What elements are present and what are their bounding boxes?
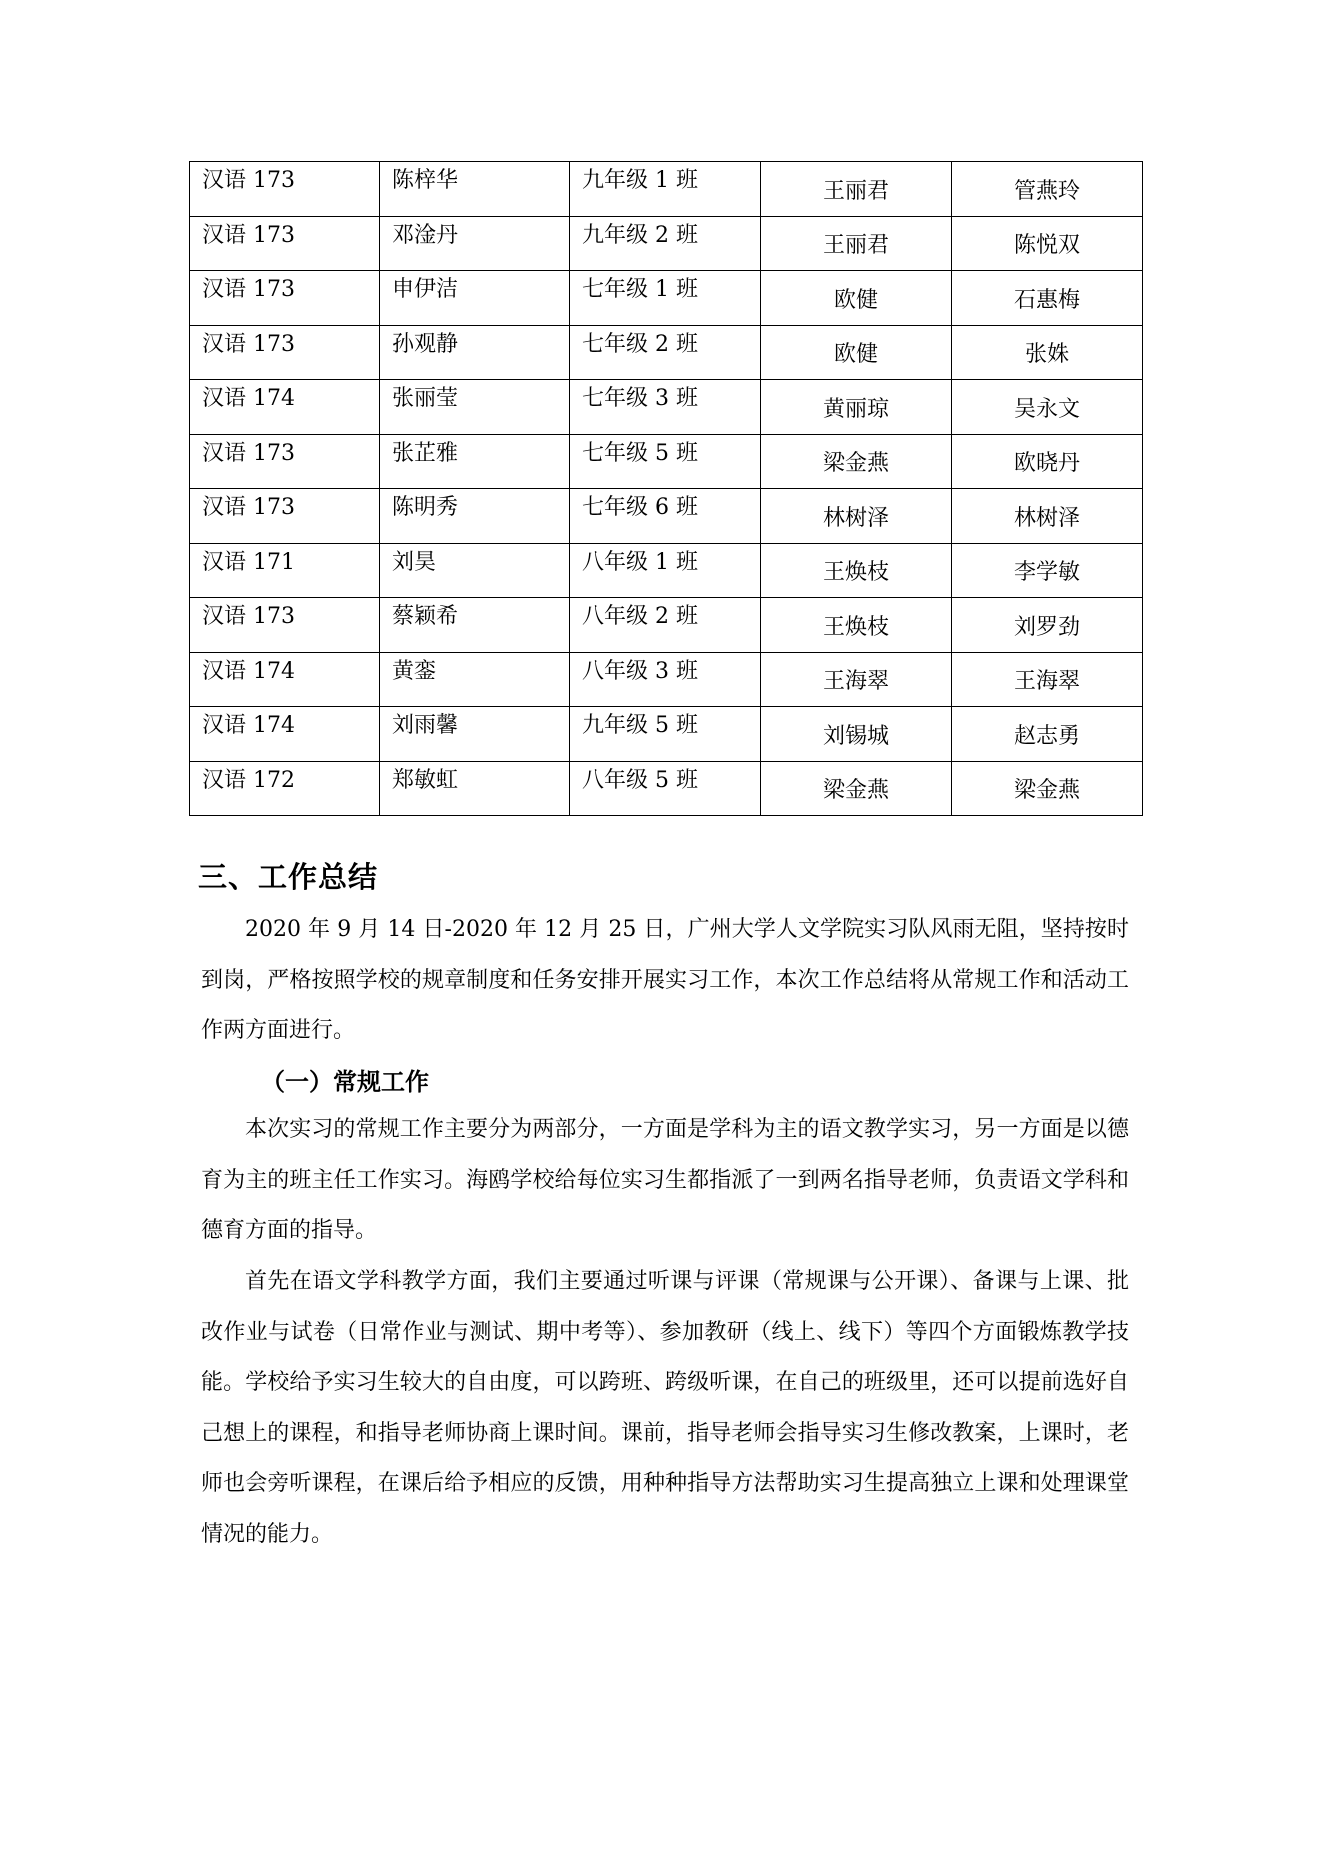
student-name-cell: 黄銮 (380, 652, 570, 707)
student-name-cell: 陈明秀 (380, 489, 570, 544)
body-paragraph-1: 本次实习的常规工作主要分为两部分，一方面是学科为主的语文教学实习，另一方面是以德育为主的班主任工作实习。海鸥学校给每位实习生都指派了一到两名指导老师，负责语文学科和德育方面的指导。 (201, 1117, 1129, 1243)
student-name-cell: 刘雨馨 (380, 707, 570, 762)
table-row (190, 271, 1143, 326)
table-row (190, 162, 1143, 217)
class-cell: 八年级 3 班 (570, 652, 761, 707)
class-cell: 七年级 6 班 (570, 489, 761, 544)
intro-paragraph: 2020 年 9 月 14 日-2020 年 12 月 25 日，广州大学人文学院实习队风雨无阻，坚持按时到岗，严格按照学校的规章制度和任务安排开展实习工作，本次工作总结将从常规工作和活动工作两方面进行。 (201, 917, 1129, 1043)
homeroom-teacher-cell: 李学敏 (952, 543, 1143, 598)
major-cell: 汉语 174 (190, 652, 380, 707)
class-cell: 八年级 1 班 (570, 543, 761, 598)
subsection-heading: （一）常规工作 (261, 1067, 429, 1096)
table-row (190, 380, 1143, 435)
class-cell: 八年级 5 班 (570, 761, 761, 816)
homeroom-teacher-cell: 刘罗劲 (952, 598, 1143, 653)
table-row (190, 434, 1143, 489)
table-row (190, 543, 1143, 598)
homeroom-teacher-cell: 欧晓丹 (952, 434, 1143, 489)
homeroom-teacher-cell: 赵志勇 (952, 707, 1143, 762)
class-cell: 九年级 5 班 (570, 707, 761, 762)
subject-teacher-cell: 欧健 (761, 271, 952, 326)
subject-teacher-cell: 王焕枝 (761, 543, 952, 598)
major-cell: 汉语 173 (190, 271, 380, 326)
major-cell: 汉语 173 (190, 162, 380, 217)
major-cell: 汉语 174 (190, 380, 380, 435)
class-cell: 九年级 2 班 (570, 216, 761, 271)
homeroom-teacher-cell: 王海翠 (952, 652, 1143, 707)
table-row (190, 761, 1143, 816)
student-name-cell: 张丽莹 (380, 380, 570, 435)
table-body (190, 162, 1143, 816)
subject-teacher-cell: 王丽君 (761, 216, 952, 271)
student-name-cell: 申伊洁 (380, 271, 570, 326)
student-name-cell: 孙观静 (380, 325, 570, 380)
homeroom-teacher-cell: 管燕玲 (952, 162, 1143, 217)
table-row (190, 489, 1143, 544)
class-cell: 七年级 1 班 (570, 271, 761, 326)
student-name-cell: 张芷雅 (380, 434, 570, 489)
major-cell: 汉语 174 (190, 707, 380, 762)
homeroom-teacher-cell: 石惠梅 (952, 271, 1143, 326)
student-name-cell: 陈梓华 (380, 162, 570, 217)
homeroom-teacher-cell: 吴永文 (952, 380, 1143, 435)
major-cell: 汉语 173 (190, 434, 380, 489)
homeroom-teacher-cell: 陈悦双 (952, 216, 1143, 271)
body-paragraph-2: 首先在语文学科教学方面，我们主要通过听课与评课（常规课与公开课）、备课与上课、批改作业与试卷（日常作业与测试、期中考等）、参加教研（线上、线下）等四个方面锻炼教学技能。学校给予实习生较大的自由度，可以跨班、跨级听课，在自己的班级里，还可以提前选好自己想上的课程，和指导老师协商上课时间。课前，指导老师会指导实习生修改教案，上课时，老师也会旁听课程，在课后给予相应的反馈，用种种指导方法帮助实习生提高独立上课和处理课堂情况的能力。 (201, 1269, 1129, 1547)
class-cell: 七年级 3 班 (570, 380, 761, 435)
subject-teacher-cell: 王丽君 (761, 162, 952, 217)
subject-teacher-cell: 林树泽 (761, 489, 952, 544)
major-cell: 汉语 171 (190, 543, 380, 598)
subject-teacher-cell: 刘锡城 (761, 707, 952, 762)
table-row (190, 216, 1143, 271)
table-row (190, 598, 1143, 653)
major-cell: 汉语 172 (190, 761, 380, 816)
class-cell: 九年级 1 班 (570, 162, 761, 217)
student-name-cell: 邓淦丹 (380, 216, 570, 271)
class-cell: 八年级 2 班 (570, 598, 761, 653)
table-row (190, 325, 1143, 380)
major-cell: 汉语 173 (190, 216, 380, 271)
major-cell: 汉语 173 (190, 325, 380, 380)
subject-teacher-cell: 梁金燕 (761, 434, 952, 489)
subject-teacher-cell: 黄丽琼 (761, 380, 952, 435)
major-cell: 汉语 173 (190, 489, 380, 544)
subject-teacher-cell: 欧健 (761, 325, 952, 380)
table-row (190, 707, 1143, 762)
homeroom-teacher-cell: 梁金燕 (952, 761, 1143, 816)
major-cell: 汉语 173 (190, 598, 380, 653)
section-heading: 三、工作总结 (198, 860, 379, 894)
subject-teacher-cell: 王海翠 (761, 652, 952, 707)
table-row (190, 652, 1143, 707)
homeroom-teacher-cell: 林树泽 (952, 489, 1143, 544)
intern-assignment-table (189, 161, 1143, 816)
subject-teacher-cell: 王焕枝 (761, 598, 952, 653)
student-name-cell: 刘昊 (380, 543, 570, 598)
student-name-cell: 郑敏虹 (380, 761, 570, 816)
class-cell: 七年级 2 班 (570, 325, 761, 380)
student-name-cell: 蔡颖希 (380, 598, 570, 653)
homeroom-teacher-cell: 张姝 (952, 325, 1143, 380)
subject-teacher-cell: 梁金燕 (761, 761, 952, 816)
class-cell: 七年级 5 班 (570, 434, 761, 489)
